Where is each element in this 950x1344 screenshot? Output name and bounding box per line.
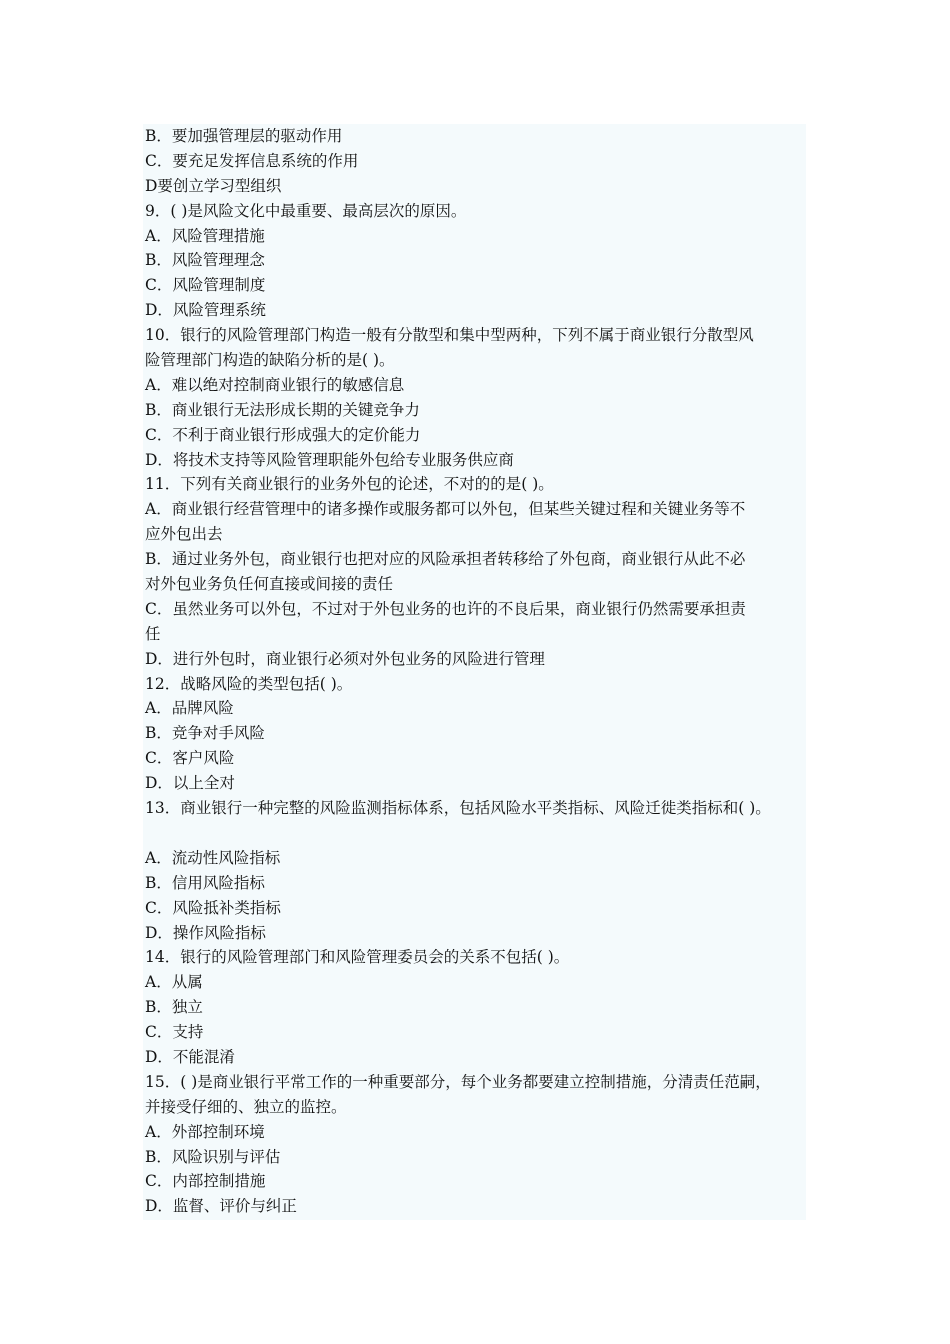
question-line: 险管理部门构造的缺陷分析的是( )。 [145, 351, 395, 370]
question-line: 9．( )是风险文化中最重要、最高层次的原因。 [145, 201, 467, 220]
option-line: B．风险识别与评估 [145, 1147, 281, 1166]
question-line: 并接受仔细的、独立的监控。 [145, 1097, 347, 1116]
option-line: B．商业银行无法形成长期的关键竞争力 [145, 400, 420, 419]
question-line: 12．战略风险的类型包括( )。 [145, 674, 353, 693]
option-line: A．外部控制环境 [145, 1122, 265, 1141]
option-line: D．操作风险指标 [145, 923, 266, 942]
option-line: A．流动性风险指标 [145, 848, 281, 867]
option-line: B．独立 [145, 998, 203, 1017]
option-line: 对外包业务负任何直接或间接的责任 [145, 575, 394, 594]
blank-line [143, 821, 806, 846]
option-line: C．客户风险 [145, 749, 235, 768]
question-line: 11．下列有关商业银行的业务外包的论述，不对的的是( )。 [145, 475, 554, 494]
text-line: B．要加强管理层的驱动作用 [145, 127, 343, 145]
option-line: B．竞争对手风险 [145, 724, 265, 743]
option-line: A．风险管理措施 [145, 226, 265, 245]
text-line: D要创立学习型组织 [145, 176, 282, 195]
option-line: 应外包出去 [145, 525, 223, 544]
question-line: 13．商业银行一种完整的风险监测指标体系，包括风险水平类指标、风险迁徙类指标和( )。 [145, 799, 771, 818]
option-line: C．支持 [145, 1023, 204, 1042]
option-line: 任 [145, 624, 161, 643]
option-line: C．风险抵补类指标 [145, 898, 281, 917]
option-line: D．以上全对 [145, 774, 235, 793]
option-line: D．将技术支持等风险管理职能外包给专业服务供应商 [145, 450, 514, 469]
option-line: A．从属 [145, 973, 203, 992]
option-line: C．内部控制措施 [145, 1172, 266, 1191]
option-line: D．风险管理系统 [145, 301, 266, 320]
option-line: B．信用风险指标 [145, 873, 265, 892]
option-line: C．虽然业务可以外包，不过对于外包业务的也许的不良后果，商业银行仍然需要承担责 [145, 599, 746, 618]
option-line: A．商业银行经营管理中的诸多操作或服务都可以外包，但某些关键过程和关键业务等不 [145, 500, 746, 519]
option-line: C．不利于商业银行形成强大的定价能力 [145, 425, 421, 444]
option-line: D．监督、评价与纠正 [145, 1197, 297, 1216]
option-line: B．风险管理理念 [145, 251, 265, 270]
option-line: A．难以绝对控制商业银行的敏感信息 [145, 375, 405, 394]
option-line: A．品牌风险 [145, 699, 234, 718]
question-line: 14．银行的风险管理部门和风险管理委员会的关系不包括( )。 [145, 948, 570, 967]
question-line: 15．( )是商业银行平常工作的一种重要部分，每个业务都要建立控制措施，分清责任范嗣， [145, 1072, 771, 1091]
option-line: C．风险管理制度 [145, 276, 266, 295]
text-line: C．要充足发挥信息系统的作用 [145, 151, 359, 170]
option-line: D．不能混淆 [145, 1047, 235, 1066]
document-body [143, 124, 806, 1220]
option-line: D．进行外包时，商业银行必须对外包业务的风险进行管理 [145, 649, 545, 668]
question-line: 10．银行的风险管理部门构造一般有分散型和集中型两种，下列不属于商业银行分散型风 [145, 326, 754, 345]
option-line: B．通过业务外包，商业银行也把对应的风险承担者转移给了外包商，商业银行从此不必 [145, 550, 746, 569]
